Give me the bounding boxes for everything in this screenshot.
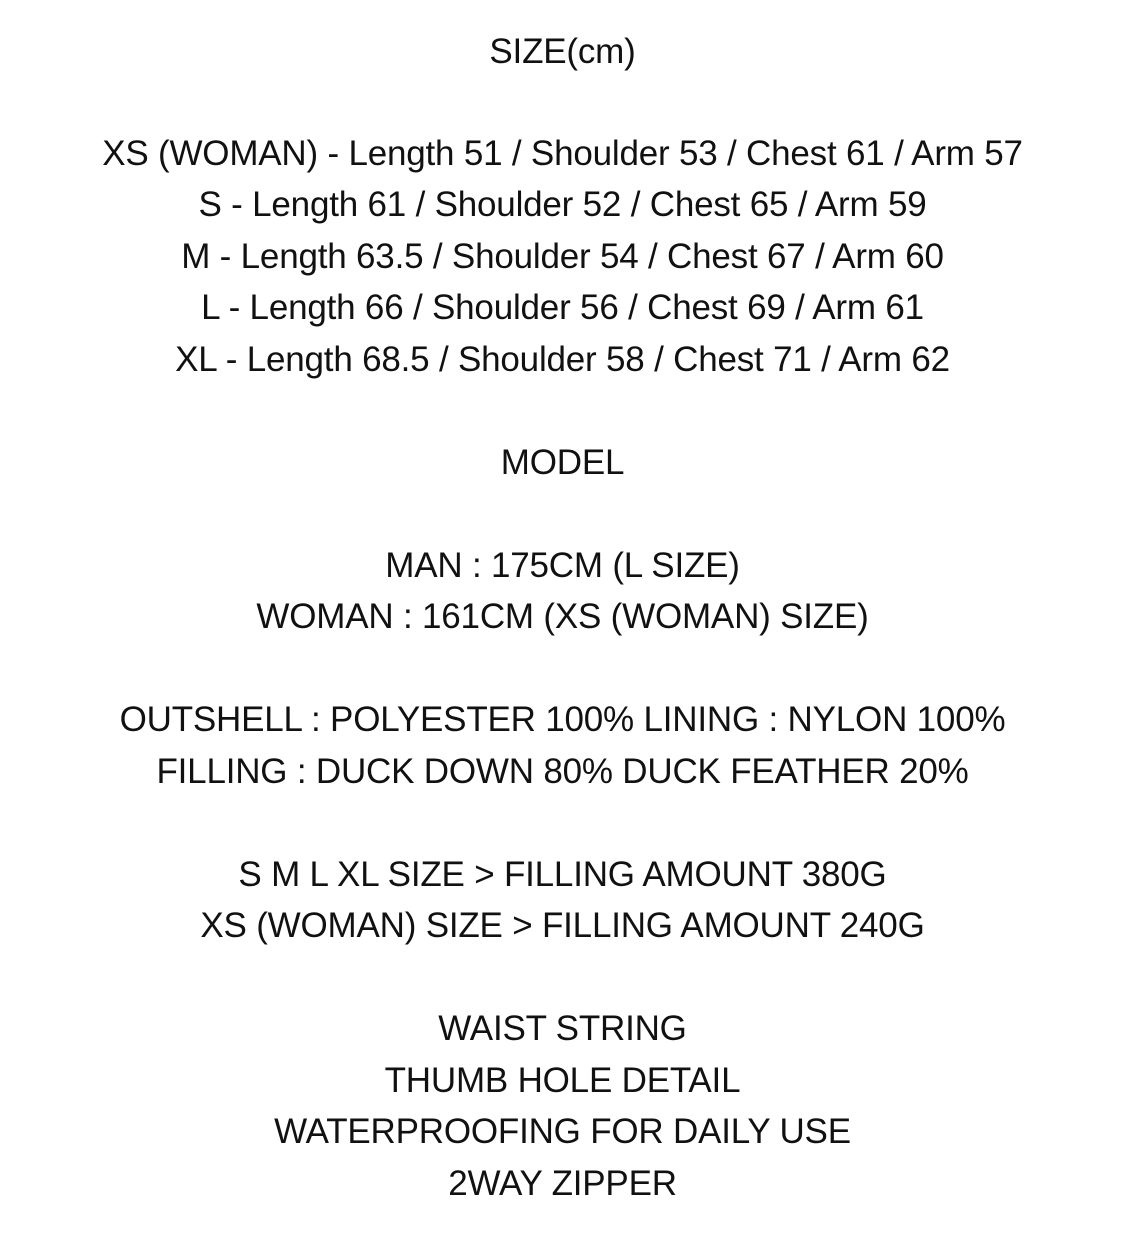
feature-waist-string: WAIST STRING: [438, 1009, 687, 1048]
filling-amount-sml-xl: S M L XL SIZE > FILLING AMOUNT 380G: [238, 855, 887, 894]
size-row-xs: XS (WOMAN) - Length 51 / Shoulder 53 / Chest 61 / Arm 57: [102, 134, 1023, 173]
size-row-l: L - Length 66 / Shoulder 56 / Chest 69 / Arm 61: [201, 288, 924, 327]
size-row-m: M - Length 63.5 / Shoulder 54 / Chest 67 / Arm 60: [181, 237, 944, 276]
model-man: MAN : 175CM (L SIZE): [385, 546, 740, 585]
feature-2way-zipper: 2WAY ZIPPER: [448, 1164, 677, 1203]
size-row-xl: XL - Length 68.5 / Shoulder 58 / Chest 71 / Arm 62: [175, 340, 950, 379]
feature-thumb-hole: THUMB HOLE DETAIL: [384, 1061, 741, 1100]
size-row-s: S - Length 61 / Shoulder 52 / Chest 65 / Arm 59: [198, 185, 927, 224]
material-outshell-lining: OUTSHELL : POLYESTER 100% LINING : NYLON 100%: [119, 700, 1006, 739]
feature-waterproofing: WATERPROOFING FOR DAILY USE: [274, 1112, 851, 1151]
model-heading: MODEL: [500, 443, 625, 482]
material-filling: FILLING : DUCK DOWN 80% DUCK FEATHER 20%: [156, 752, 969, 791]
filling-amount-xs: XS (WOMAN) SIZE > FILLING AMOUNT 240G: [200, 906, 925, 945]
size-title: SIZE(cm): [489, 32, 636, 71]
model-woman: WOMAN : 161CM (XS (WOMAN) SIZE): [256, 597, 869, 636]
